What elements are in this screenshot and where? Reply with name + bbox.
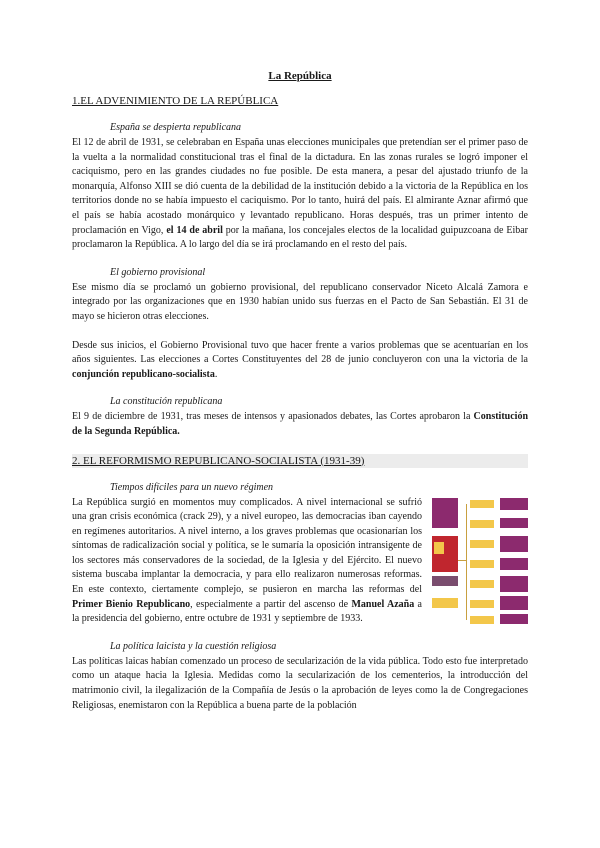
subheading-gobierno-provisional: El gobierno provisional — [110, 266, 206, 278]
diagram-right-5 — [500, 576, 528, 592]
diagram-left-block-5 — [432, 598, 458, 608]
paragraph-cortes-constituyentes: Desde sus inicios, el Gobierno Provisional tuvo que hacer frente a varios problemas que se acentuarían en los años siguientes. Las elecciones a Cortes Constituyentes del 28 de junio concluyeron con una la victoria de la conjunción republicano-socialista. — [72, 339, 528, 380]
diagram-mid-2 — [470, 520, 494, 528]
section-2-heading: 2. EL REFORMISMO REPUBLICANO-SOCIALISTA (1931-39) — [72, 454, 528, 468]
subheading-politica-laicista: La política laicista y la cuestión religiosa — [110, 640, 277, 652]
section-1-heading: 1.EL ADVENIMIENTO DE LA REPÚBLICA — [72, 95, 279, 107]
diagram-mid-5 — [470, 580, 494, 588]
diagram-mid-7 — [470, 616, 494, 624]
paragraph-gobierno-provisional: Ese mismo día se proclamó un gobierno provisional, del republicano conservador Niceto Alcalá Zamora e integrado por las organizaciones que en 1930 habían unido sus fuerzas en el Pacto de San Sebastián. El 31 de mayo se hicieron otras elecciones. — [72, 281, 528, 322]
paragraph-politica-laicista: Las políticas laicas habían comenzado un proceso de secularización de la vida pública. Todo esto fue interpretado como un ataque hacia la Iglesia. Medidas como la secularización de los cementerios, la introducción del matrimonio civil, la ilegalización de la Compañía de Jesús o la aprobación de leyes como la de Congregaciones Religiosas, enemistaron con la República a buena parte de la población — [72, 655, 528, 711]
diagram-right-4 — [500, 558, 528, 570]
page-title: La República — [268, 70, 332, 82]
diagram-left-block-1 — [432, 498, 458, 528]
subheading-espana-republicana: España se despierta republicana — [110, 122, 242, 133]
diagram-right-2 — [500, 518, 528, 528]
diagram-mid-1 — [470, 500, 494, 508]
paragraph-tiempos-dificiles: La República surgió en momentos muy complicados. A nivel internacional se sufrió una gran crisis económica (crack 29), y a nivel europeo, las democracias iban cayendo en regímenes autoritarios. A nivel interno, a los graves problemas que ocasionarían los síntomas de radicalización social y política, se le sumaría la oposición intransigente de los sectores más conservadores de la sociedad, de la Iglesia y del Ejército. El nuevo sistema buscaba implantar la democracia, y para ello realizaron numerosas reformas. En este contexto, ciertamente complejo, se pusieron en marcha las reformas del Primer Bienio Republicano, especialmente a partir del ascenso de Manuel Azaña a la presidencia del gobierno, entre octubre de 1931 y septiembre de 1933. — [72, 496, 422, 625]
diagram-left-block-4 — [432, 576, 458, 586]
subheading-tiempos-dificiles: Tiempos difíciles para un nuevo régimen — [110, 481, 274, 493]
diagram-connector-horizontal — [458, 560, 466, 561]
reforms-diagram — [432, 498, 528, 626]
diagram-mid-6 — [470, 600, 494, 608]
diagram-right-7 — [500, 614, 528, 624]
diagram-mid-4 — [470, 560, 494, 568]
paragraph-constitucion: El 9 de diciembre de 1931, tras meses de intensos y apasionados debates, las Cortes aprobaron la Constitución de la Segunda República. — [72, 411, 528, 437]
diagram-connector-vertical — [466, 504, 467, 620]
diagram-right-6 — [500, 596, 528, 610]
subheading-constitucion: La constitución republicana — [110, 396, 223, 408]
diagram-right-3 — [500, 536, 528, 552]
document-page — [72, 70, 528, 727]
diagram-mid-3 — [470, 540, 494, 548]
diagram-left-block-3 — [434, 542, 444, 554]
diagram-right-1 — [500, 498, 528, 510]
paragraph-elecciones-1931: El 12 de abril de 1931, se celebraban en España unas elecciones municipales que pretendían ser el primer paso de la vuelta a la normalidad constitucional tras el final de la dictadura. En las zonas rurales se logró imponer el caciquismo, pero en las grandes ciudades no fue posible. De esta manera, a pesar del ajustado triunfo de la monarquía, Alfonso XIII se dió cuenta de la debilidad de la institución debido a la victoria de la República en los territorios donde no se había impuesto el caciquismo. Por lo tanto, huirá del país. El almirante Aznar afirmó que el país se había acostado monárquico y levantado republicano. Horas después, tras un primer intento de proclamación en Vigo, el 14 de abril por la mañana, los concejales electos de la localidad guipuzcoana de Eibar proclamaron la República. A lo largo del día se irá proclamando en el resto del país. — [72, 137, 528, 251]
